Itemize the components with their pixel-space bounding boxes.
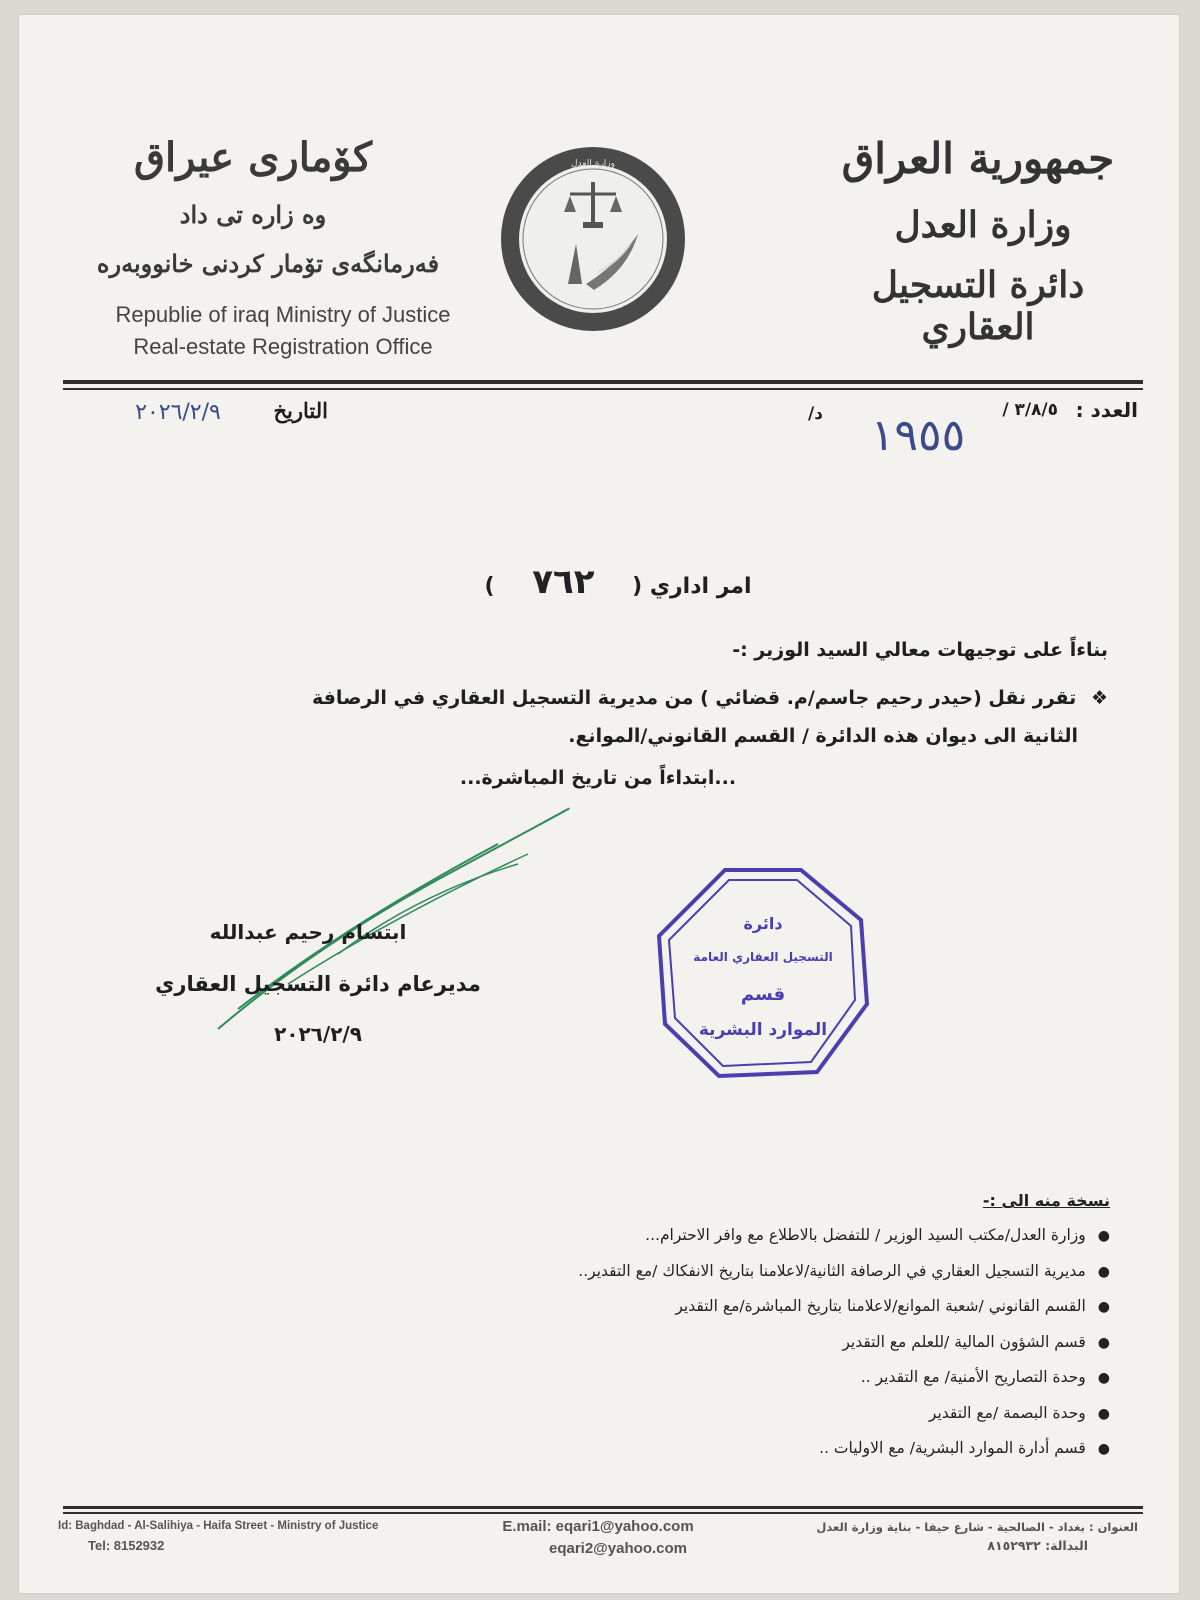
order-line-1	[98, 687, 1108, 709]
order-line-1-text: تقرر نقل (حيدر رحيم جاسم/م. قضائي ) من مديرية التسجيل العقاري في الرصافة	[311, 687, 1077, 709]
footer-address-ar: العنوان : بغداد - الصالحية - شارع حيفا - بناية وزارة العدل	[816, 1520, 1138, 1534]
copy-item: ●القسم القانوني /شعبة الموانع/لاعلامنا بتاريخ المباشرة/مع التقدير	[675, 1297, 1110, 1315]
bullet-icon: ●	[1097, 1334, 1110, 1351]
order-title-close: )	[484, 574, 495, 599]
order-intro: بناءاً على توجيهات معالي السيد الوزير :-	[732, 639, 1108, 661]
footer-tel-ar: البدالة: ٨١٥٢٩٣٢	[987, 1538, 1088, 1553]
kurdish-title: کۆماری عیراق	[133, 134, 373, 181]
order-title	[438, 562, 798, 602]
copy-item: ●وزارة العدل/مكتب السيد الوزير / للتفضل بالاطلاع مع وافر الاحترام...	[645, 1226, 1110, 1244]
handwritten-reference-number: ١٩٥٥	[870, 410, 966, 461]
bullet-icon: ●	[1097, 1405, 1110, 1422]
bullet-icon: ●	[1097, 1441, 1110, 1457]
copy-item: ●قسم أدارة الموارد البشرية/ مع الاوليات ..	[819, 1439, 1110, 1457]
handwritten-date: ٢٠٢٦/٢/٩	[135, 400, 221, 425]
signature-date: ٢٠٢٦/٢/٩	[274, 1022, 362, 1046]
bullet-icon: ●	[1097, 1370, 1110, 1386]
order-title-label: امر اداري (	[632, 574, 752, 599]
copy-item: ●مديرية التسجيل العقاري في الرصافة الثانية/لاعلامنا بتاريخ الانفكاك /مع التقدير..	[578, 1261, 1110, 1280]
copies-heading: نسخة منه الى :-	[982, 1191, 1110, 1210]
order-bullet-icon: ❖	[1090, 687, 1108, 709]
department-stamp	[653, 864, 873, 1084]
reference-number-suffix: /د	[808, 404, 823, 424]
footer-divider	[63, 1506, 1143, 1509]
handwritten-order-number: ٧٦٢	[532, 562, 595, 602]
header-divider-thin	[63, 388, 1143, 390]
footer-divider-thin	[63, 1512, 1143, 1514]
stamp-line-4: الموارد البشرية	[698, 1020, 828, 1040]
footer-email-1: E.mail: eqari1@yahoo.com	[502, 1518, 694, 1535]
signatory-name: ابتسام رحيم عبدالله	[209, 920, 407, 944]
arabic-title: جمهورية العراق	[841, 134, 1115, 183]
order-line-3: ...ابتداءاً من تاريخ المباشرة...	[459, 767, 737, 789]
arabic-office: دائرة التسجيل العقاري	[871, 264, 1085, 348]
reference-number-label: العدد :	[1075, 398, 1138, 422]
header-divider	[63, 380, 1143, 384]
signatory-position: مديرعام دائرة التسجيل العقاري	[155, 972, 481, 996]
english-header-line2: Real-estate Registration Office	[133, 334, 433, 359]
document-page	[18, 14, 1180, 1594]
date-label: التاريخ	[273, 398, 328, 423]
footer-email-2: eqari2@yahoo.com	[548, 1540, 687, 1557]
order-line-2: الثانية الى ديوان هذه الدائرة / القسم القانوني/الموانع.	[568, 725, 1078, 747]
kurdish-ministry: وه زاره تی داد	[179, 200, 327, 229]
copy-item: ●وحدة البصمة /مع التقدير	[928, 1403, 1110, 1422]
stamp-line-3: قسم	[740, 984, 786, 1005]
bullet-icon: ●	[1097, 1299, 1110, 1315]
stamp-line-2: التسجيل العقاري العامة	[693, 950, 833, 964]
svg-text:وزارة العدل: وزارة العدل	[571, 159, 615, 169]
bullet-icon: ●	[1097, 1228, 1110, 1244]
english-header-line1: Republie of iraq Ministry of Justice	[115, 302, 451, 327]
kurdish-office: فەرمانگەی تۆمار کردنی خانووبەرە	[96, 249, 440, 278]
copy-item: ●قسم الشؤون المالية /للعلم مع التقدير	[842, 1332, 1110, 1351]
footer-address-en: Id: Baghdad - Al-Salihiya - Haifa Street - Ministry of Justice	[58, 1520, 379, 1532]
reference-number-value: ٣/٨/٥ /	[1002, 400, 1058, 420]
copies-list	[398, 1226, 1110, 1475]
ministry-emblem-logo	[498, 144, 688, 334]
footer-tel-en: Tel: 8152932	[88, 1538, 165, 1553]
bullet-icon: ●	[1097, 1263, 1110, 1280]
arabic-ministry: وزارة العدل	[894, 204, 1072, 246]
stamp-line-1: دائرة	[743, 914, 783, 933]
copy-item: ●وحدة التصاريح الأمنية/ مع التقدير ..	[860, 1368, 1110, 1386]
